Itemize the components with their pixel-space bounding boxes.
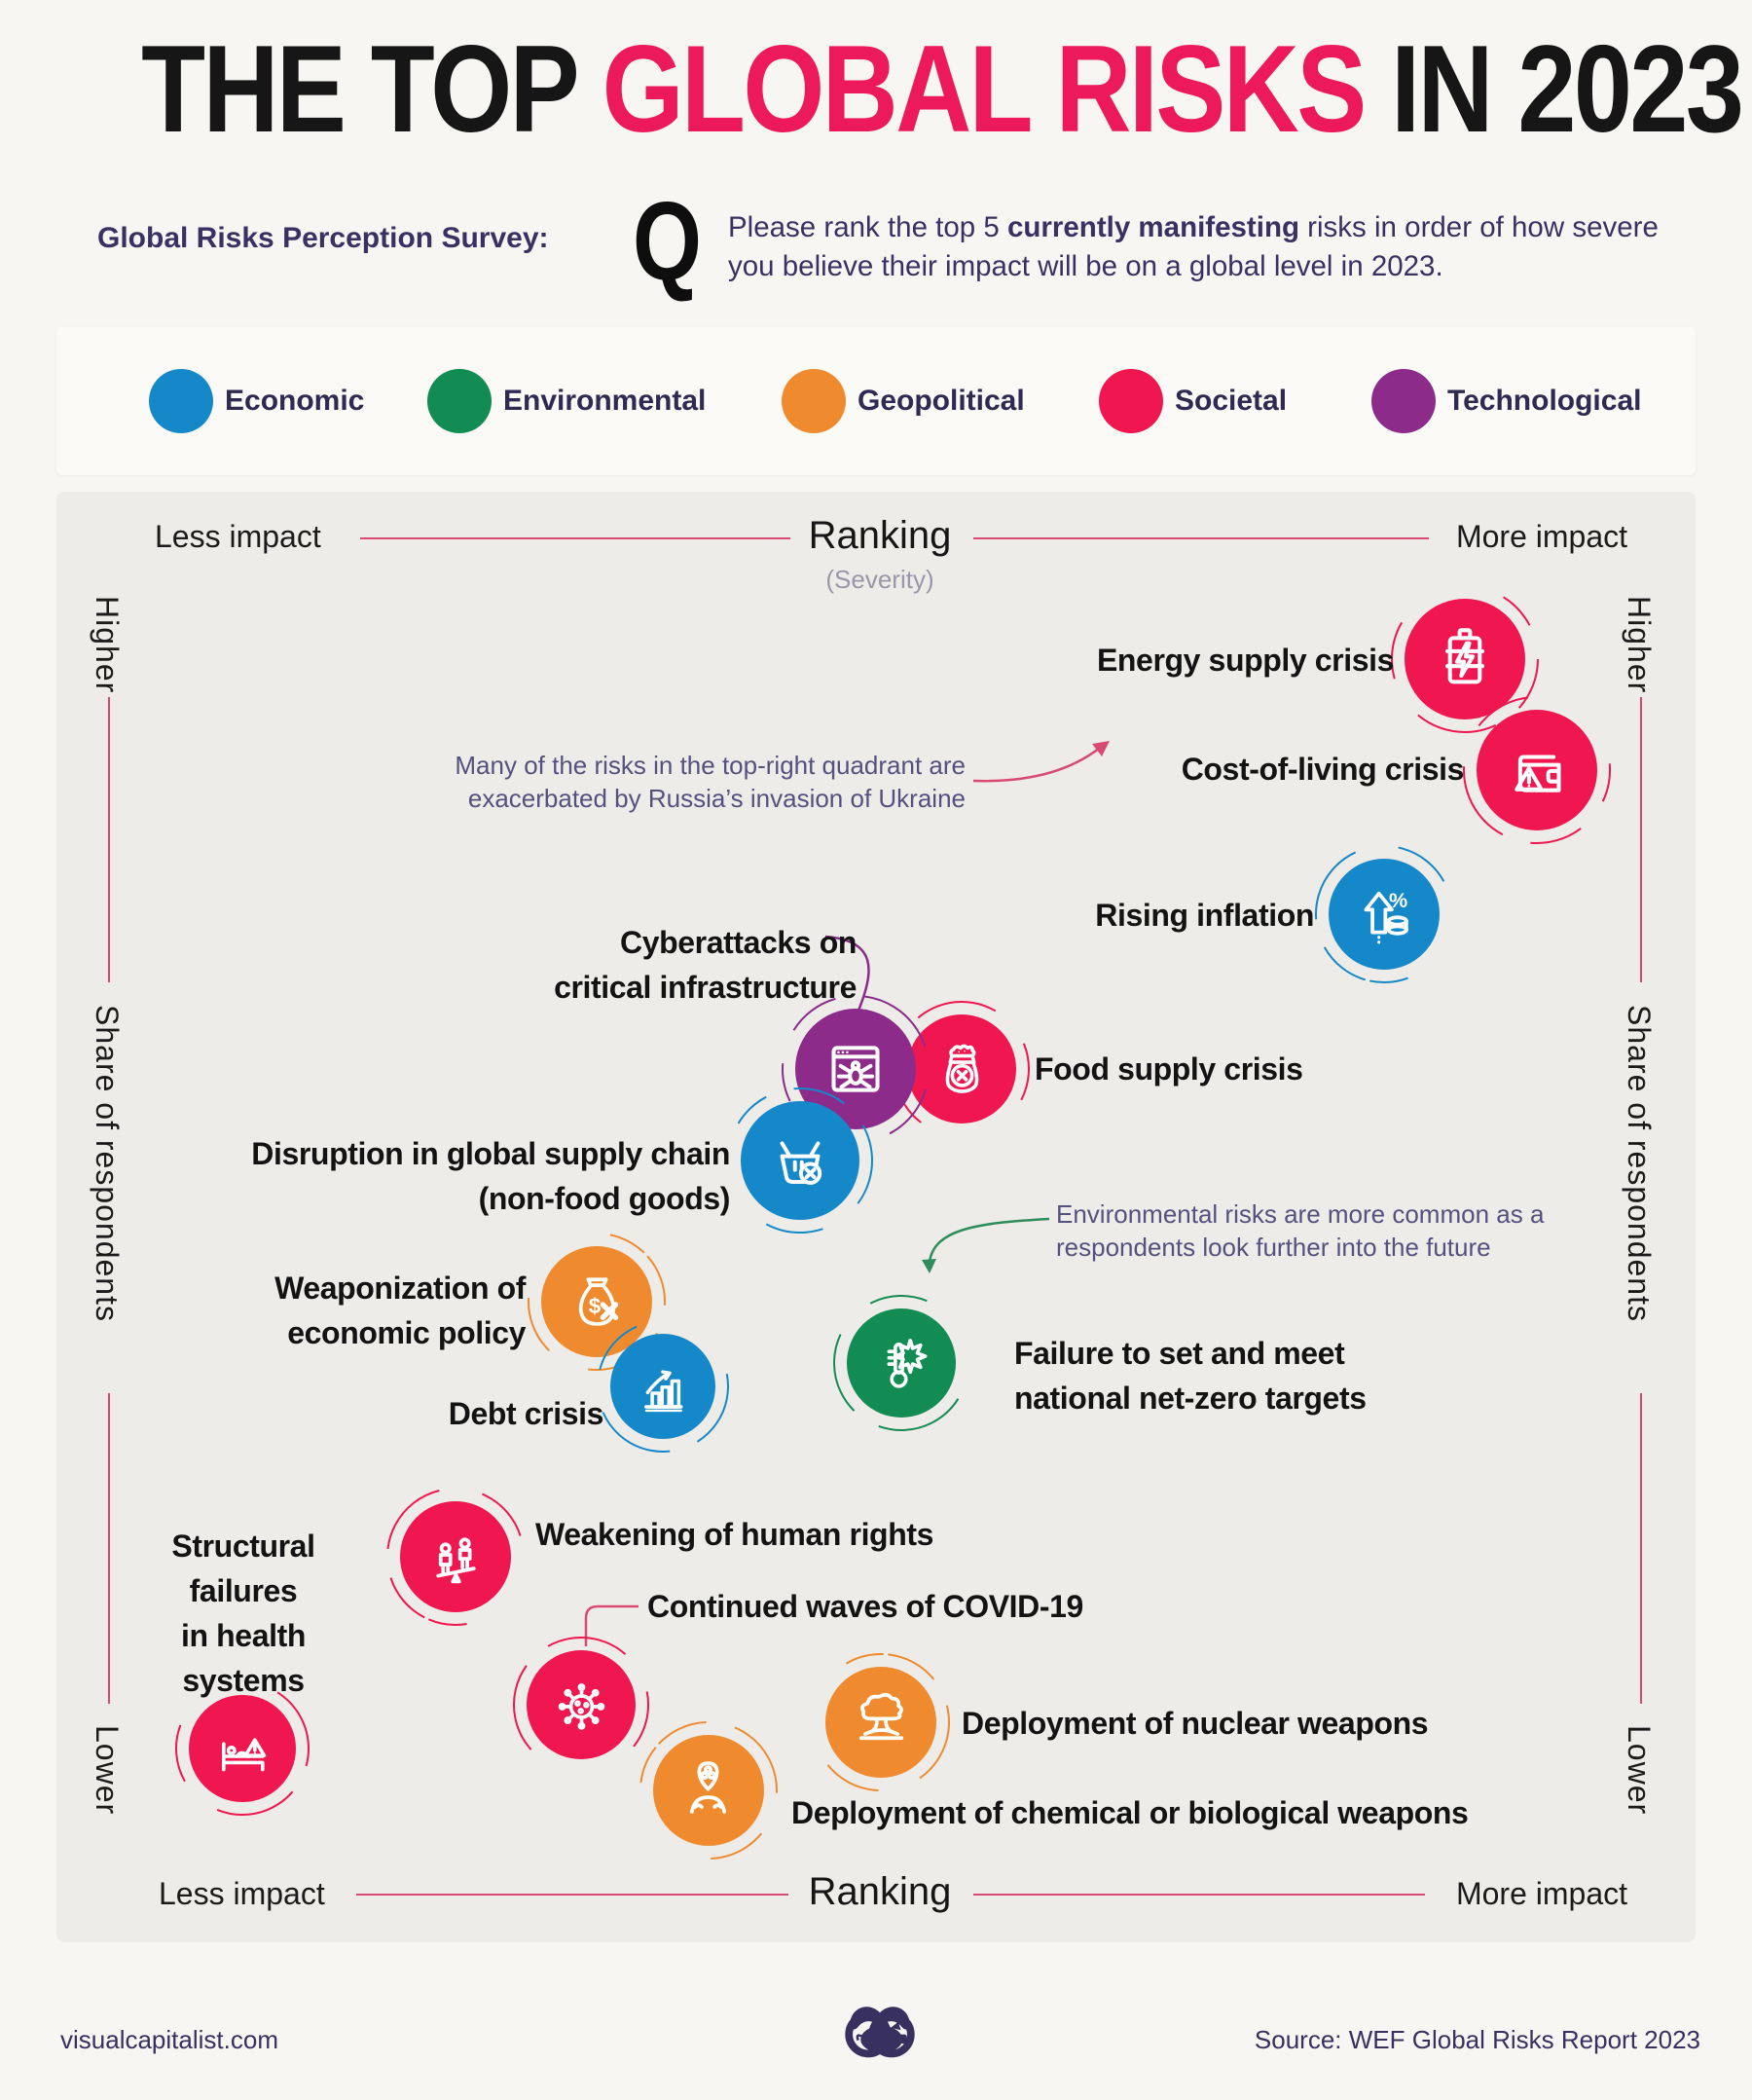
- thermometer-burst-icon: [861, 1323, 940, 1402]
- risk-label-food: Food supply crisis: [1035, 1051, 1303, 1087]
- axis-left-share: Share of respondents: [90, 1005, 125, 1322]
- chart-up-icon: [625, 1348, 701, 1424]
- svg-text:%: %: [1388, 888, 1407, 913]
- svg-text:$: $: [588, 1293, 601, 1318]
- axis-bottom-line-left: [356, 1894, 788, 1896]
- legend-dot-economic: [149, 369, 213, 433]
- axis-top-ranking: Ranking: [808, 514, 952, 557]
- axis-right-share: Share of respondents: [1622, 1005, 1657, 1322]
- risk-bubble-supply: [721, 1082, 879, 1239]
- risk-label-cyber: Cyberattacks on critical infrastructure: [554, 925, 857, 1005]
- annotation-ukraine-line2: exacerbated by Russia’s invasion of Ukraine: [467, 784, 966, 813]
- category-legend: [56, 327, 1696, 475]
- title-pre: THE TOP: [141, 19, 602, 158]
- axis-top-less-impact: Less impact: [155, 519, 321, 554]
- mushroom-cloud-icon: [841, 1682, 922, 1763]
- legend-label-technological: Technological: [1447, 385, 1642, 417]
- source-text: Source: WEF Global Risks Report 2023: [1254, 2025, 1700, 2054]
- risk-label-weapon-econ: Weaponization of economic policy: [274, 1271, 526, 1350]
- title-post: IN 2023: [1364, 19, 1742, 158]
- axis-left-higher: Higher: [90, 596, 125, 694]
- annotation-ukraine: [455, 749, 966, 815]
- annotation-environment-line1: Environmental risks are more common as a: [1056, 1199, 1545, 1229]
- axis-left-line-upper: [108, 697, 110, 982]
- visualcapitalist-link[interactable]: visualcapitalist.com: [60, 2025, 278, 2054]
- legend-label-geopolitical: Geopolitical: [858, 385, 1025, 417]
- risk-label-debt: Debt crisis: [448, 1396, 603, 1431]
- axis-right-lower: Lower: [1622, 1725, 1657, 1816]
- survey-label: Global Risks Perception Survey:: [97, 222, 549, 254]
- axis-top-line-right: [973, 537, 1429, 539]
- basket-x-icon: [757, 1118, 843, 1203]
- legend-dot-geopolitical: [782, 369, 846, 433]
- risk-bubble-debt: [591, 1314, 735, 1458]
- axis-top-more-impact: More impact: [1455, 519, 1627, 554]
- axis-right-line-lower: [1640, 1393, 1642, 1704]
- question-mark: Q: [633, 180, 702, 304]
- risk-label-supply: Disruption in global supply chain (non-food goods): [251, 1136, 730, 1216]
- legend-label-economic: Economic: [225, 385, 365, 417]
- virus-icon: [542, 1665, 621, 1744]
- survey-question: [728, 208, 1711, 286]
- risk-label-inflation: Rising inflation: [1095, 898, 1314, 933]
- visual-capitalist-logo: [838, 1982, 922, 2070]
- risk-label-nuclear: Deployment of nuclear weapons: [962, 1706, 1429, 1741]
- axis-top-severity: (Severity): [825, 565, 934, 594]
- inflation-arrow-icon: [1344, 873, 1425, 954]
- axis-bottom-ranking: Ranking: [808, 1870, 952, 1913]
- title-highlight: GLOBAL RISKS: [602, 19, 1365, 158]
- axis-bottom-line-right: [973, 1894, 1425, 1896]
- risk-label-covid: Continued waves of COVID-19: [647, 1589, 1083, 1624]
- legend-label-environmental: Environmental: [503, 385, 707, 417]
- risk-bubble-netzero: [827, 1289, 975, 1437]
- hazmat-person-icon: [668, 1750, 748, 1830]
- risk-bubble-cost: [1457, 690, 1617, 850]
- axis-right-higher: Higher: [1622, 596, 1657, 694]
- annotation-ukraine-line1: Many of the risks in the top-right quadrant are: [455, 751, 966, 780]
- risk-bubble-inflation: [1309, 839, 1459, 989]
- risk-bubble-nuclear: [806, 1647, 956, 1797]
- axis-bottom-more-impact: More impact: [1455, 1876, 1627, 1911]
- hospital-bed-warning-icon: [203, 1710, 281, 1787]
- legend-dot-environmental: [427, 369, 492, 433]
- risk-bubble-chemical: [634, 1715, 784, 1865]
- legend-dot-technological: [1371, 369, 1436, 433]
- legend-label-societal: Societal: [1175, 385, 1288, 417]
- risk-label-rights: Weakening of human rights: [535, 1517, 934, 1552]
- risk-label-health: Structural failures in health systems: [171, 1529, 315, 1698]
- axis-right-line-upper: [1640, 697, 1642, 982]
- page-title: [0, 19, 1752, 158]
- risk-label-chemical: Deployment of chemical or biological weapons: [791, 1795, 1469, 1830]
- risk-label-cost: Cost-of-living crisis: [1181, 752, 1464, 787]
- question-post: risks in order of how severe you believe their impact will be on a global level in 2023.: [728, 211, 1659, 282]
- axis-top-line-left: [360, 537, 790, 539]
- wallet-warning-icon: [1493, 726, 1581, 814]
- axis-bottom-less-impact: Less impact: [159, 1876, 325, 1911]
- axis-left-lower: Lower: [90, 1725, 125, 1816]
- question-pre: Please rank the top 5: [728, 211, 1007, 243]
- annotation-environment-line2: respondents look further into the future: [1056, 1233, 1491, 1262]
- legend-dot-societal: [1099, 369, 1163, 433]
- question-bold: currently manifesting: [1007, 211, 1299, 243]
- risk-label-netzero: Failure to set and meet national net-zero targets: [1014, 1336, 1367, 1416]
- annotation-environment: [1056, 1197, 1544, 1264]
- risk-label-energy: Energy supply crisis: [1096, 643, 1394, 678]
